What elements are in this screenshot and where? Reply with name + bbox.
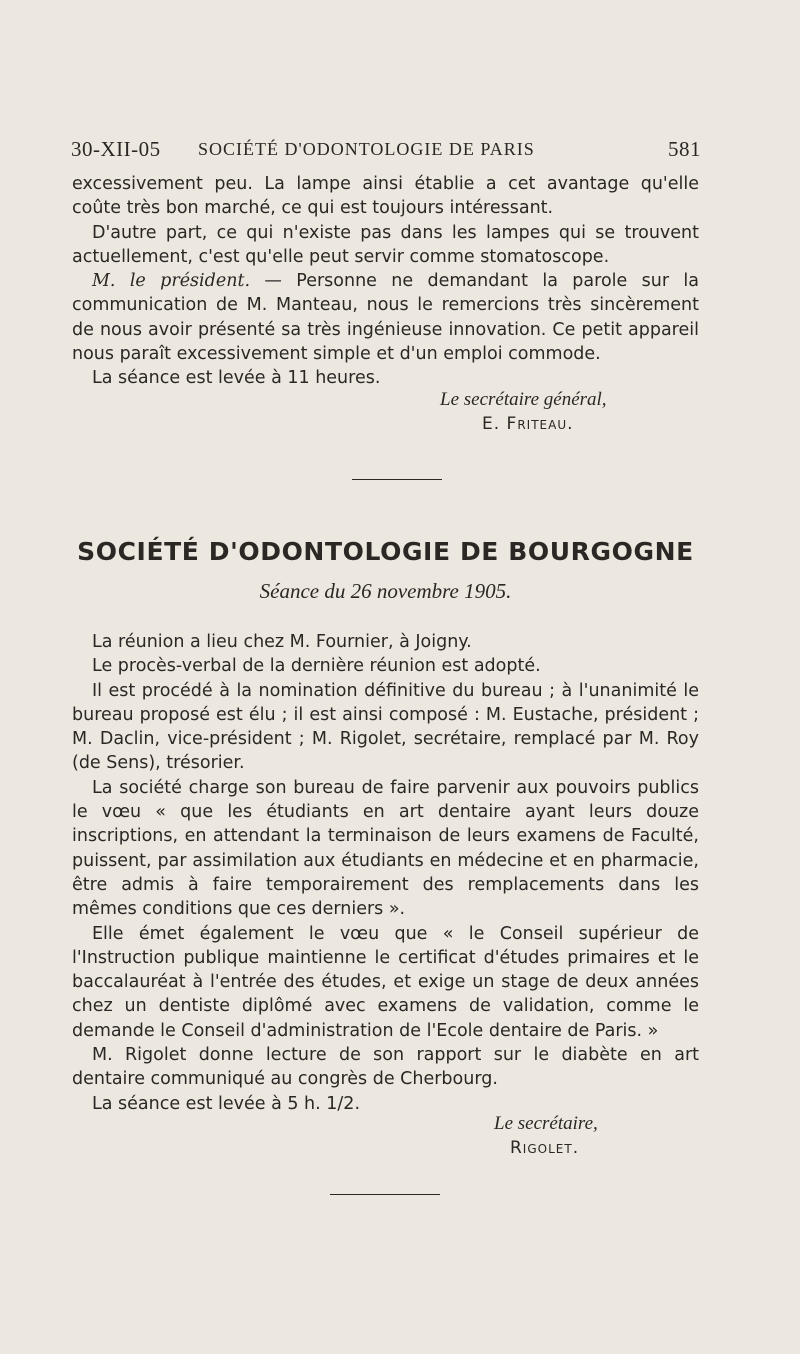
signature-role: Le secrétaire général,: [440, 389, 607, 410]
section-divider: [352, 479, 442, 480]
paragraph: Elle émet également le vœu que « le Conseil supérieur de l'Instruction publique maintienne le certificat d'études primaires et le baccalauréat à l'entrée des études, et exige un stage de deux années chez un dentiste diplômé avec examens de validation, comme le demande le Conseil d'administration de l'Ecole dentaire de Paris. »: [72, 923, 699, 1041]
section-title: SOCIÉTÉ D'ODONTOLOGIE DE BOURGOGNE: [77, 537, 694, 566]
speaker-dash: —: [250, 271, 297, 292]
header-journal-title: SOCIÉTÉ D'ODONTOLOGIE DE PARIS: [198, 139, 535, 159]
signature-secretary: [494, 1112, 598, 1160]
paragraph: Il est procédé à la nomination définitive du bureau ; à l'unanimité le bureau proposé est élu ; il est ainsi composé : M. Eustache, président ; M. Daclin, vice-président ; M. Rigolet, secrétaire, remplacé par M. Roy (de Sens), trésorier.: [72, 680, 699, 774]
running-header: [71, 137, 701, 163]
signature-name: E. Friteau.: [482, 414, 574, 434]
signature-name: Rigolet.: [510, 1138, 580, 1158]
signature-role: Le secrétaire,: [494, 1113, 598, 1134]
paragraph-text: Personne ne demandant la parole sur la communication de M. Manteau, nous le remercions très sincèrement de nous avoir présenté sa très ingénieuse innovation. Ce petit appareil nous paraît excessivement simple et d'un emploi commode.: [72, 271, 699, 365]
paragraph-president: [72, 269, 699, 366]
paragraph: D'autre part, ce qui n'existe pas dans les lampes qui se trouvent actuellement, c'est qu'elle peut servir comme stomatoscope.: [72, 222, 699, 267]
paragraph: excessivement peu. La lampe ainsi établie a cet avantage qu'elle coûte très bon marché, ce qui est toujours intéressant.: [72, 174, 699, 219]
end-divider: [330, 1194, 440, 1195]
paragraph: La réunion a lieu chez M. Fournier, à Joigny.: [92, 632, 472, 652]
page-number: 581: [668, 137, 701, 161]
paragraph: La société charge son bureau de faire parvenir aux pouvoirs publics le vœu « que les étudiants en art dentaire ayant leurs douze inscriptions, en attendant la terminaison de leurs examens de Faculté, puissent, par assimilation aux étudiants en médecine et en pharmacie, être admis à faire temporairement des remplacements dans les mêmes conditions que ces derniers ».: [72, 777, 699, 920]
paragraph: La séance est levée à 11 heures.: [92, 368, 381, 389]
paragraph: M. Rigolet donne lecture de son rapport sur le diabète en art dentaire communiqué au congrès de Cherbourg.: [72, 1045, 699, 1090]
header-date: 30-XII-05: [71, 137, 161, 161]
section-paris-body: [72, 172, 699, 391]
session-date: Séance du 26 novembre 1905.: [259, 579, 512, 603]
section-bourgogne-body: [72, 630, 699, 1116]
speaker-label: M. le président.: [92, 271, 251, 292]
signature-general-secretary: [440, 388, 607, 436]
paragraph: La séance est levée à 5 h. 1/2.: [92, 1093, 361, 1114]
paragraph: Le procès-verbal de la dernière réunion est adopté.: [92, 656, 541, 677]
